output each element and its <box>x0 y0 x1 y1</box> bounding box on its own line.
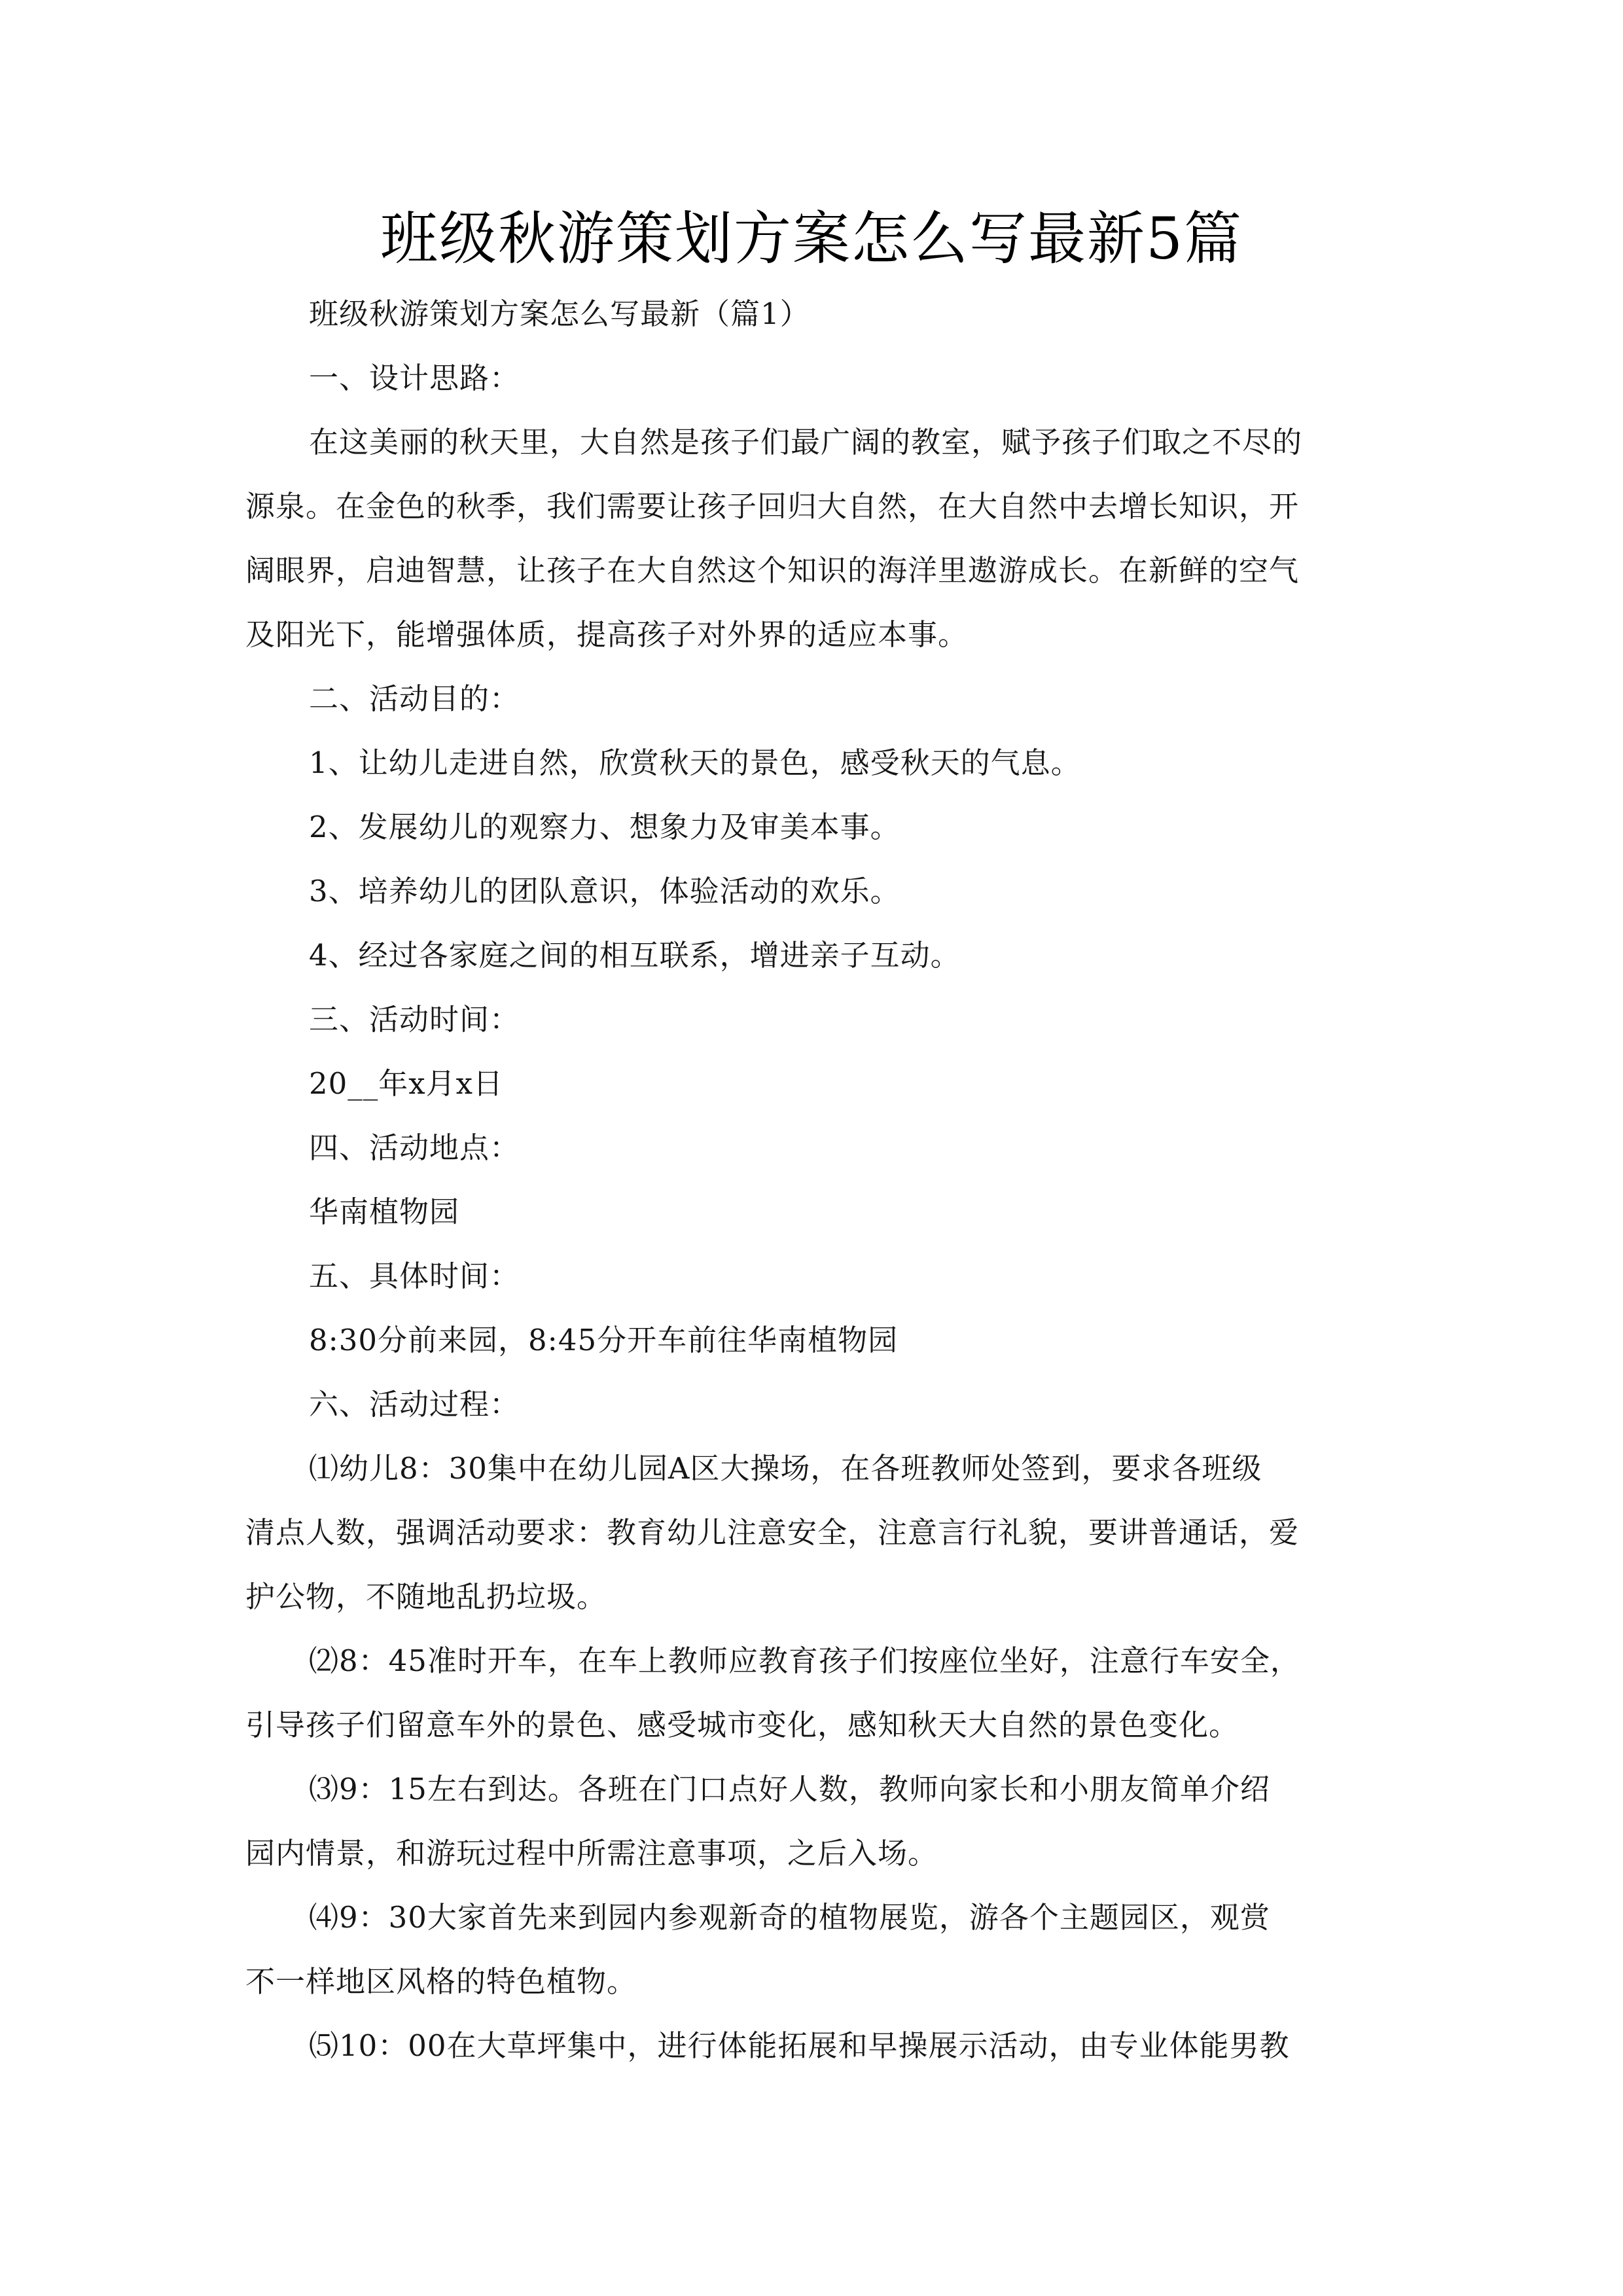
process-step-line: ⑶9：15左右到达。各班在门口点好人数，教师向家长和小朋友简单介绍 <box>309 1772 1270 1806</box>
process-step-line: ⑵8：45准时开车，在车上教师应教育孩子们按座位坐好，注意行车安全， <box>309 1643 1300 1678</box>
list-item: 3、培养幼儿的团队意识，体验活动的欢乐。 <box>309 874 901 908</box>
activity-location: 华南植物园 <box>309 1194 460 1229</box>
paragraph-line: 在这美丽的秋天里，大自然是孩子们最广阔的教室，赋予孩子们取之不尽的 <box>309 425 1303 459</box>
document-title: 班级秋游策划方案怎么写最新5篇 <box>380 205 1243 272</box>
paragraph-line: 阔眼界，启迪智慧，让孩子在大自然这个知识的海洋里遨游成长。在新鲜的空气 <box>245 553 1300 588</box>
list-item: 2、发展幼儿的观察力、想象力及审美本事。 <box>309 810 901 844</box>
section-heading-activity-time: 三、活动时间： <box>309 1002 520 1037</box>
section-heading-activity-goals: 二、活动目的： <box>309 681 520 716</box>
process-step-line: 不一样地区风格的特色植物。 <box>245 1964 637 1999</box>
list-item: 1、让幼儿走进自然，欣赏秋天的景色，感受秋天的气息。 <box>309 745 1081 780</box>
process-step-line: 园内情景，和游玩过程中所需注意事项，之后入场。 <box>245 1836 938 1871</box>
section-heading-activity-location: 四、活动地点： <box>309 1130 520 1165</box>
paragraph-line: 及阳光下，能增强体质，提高孩子对外界的适应本事。 <box>245 617 969 652</box>
process-step-line: ⑷9：30大家首先来到园内参观新奇的植物展览，游各个主题园区，观赏 <box>309 1900 1270 1935</box>
activity-date: 20__年x月x日 <box>309 1066 504 1101</box>
list-item: 4、经过各家庭之间的相互联系，增进亲子互动。 <box>309 938 961 973</box>
process-step-line: 引导孩子们留意车外的景色、感受城市变化，感知秋天大自然的景色变化。 <box>245 1708 1240 1742</box>
section-heading-specific-time: 五、具体时间： <box>309 1259 520 1293</box>
process-step-line: 护公物，不随地乱扔垃圾。 <box>245 1579 607 1614</box>
paragraph-line: 源泉。在金色的秋季，我们需要让孩子回归大自然，在大自然中去增长知识，开 <box>245 489 1300 524</box>
section-heading-activity-process: 六、活动过程： <box>309 1387 520 1422</box>
process-step-line: 清点人数，强调活动要求：教育幼儿注意安全，注意言行礼貌，要讲普通话，爱 <box>245 1515 1300 1550</box>
process-step-line: ⑸10：00在大草坪集中，进行体能拓展和早操展示活动，由专业体能男教 <box>309 2028 1290 2063</box>
section-heading-design-idea: 一、设计思路： <box>309 361 520 395</box>
specific-time: 8:30分前来园，8:45分开车前往华南植物园 <box>309 1323 899 1357</box>
process-step-line: ⑴幼儿8：30集中在幼儿园A区大操场，在各班教师处签到，要求各班级 <box>309 1451 1262 1486</box>
article-subtitle: 班级秋游策划方案怎么写最新（篇1） <box>309 296 810 331</box>
